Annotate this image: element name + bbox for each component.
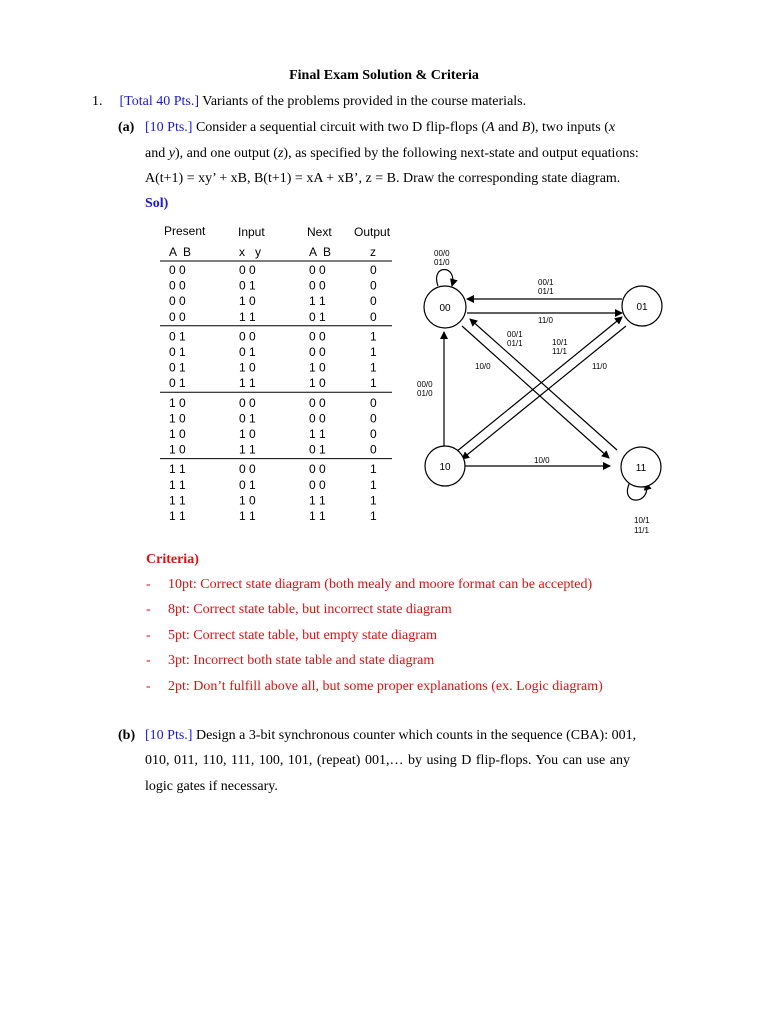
table-cell: 1 0 [239, 360, 256, 375]
part-a-text2a: and [145, 146, 169, 161]
header-present: Present [164, 224, 206, 238]
part-a-equations: A(t+1) = xy’ + xB, B(t+1) = xA + xB’, z = B. Draw the corresponding state diagram. [145, 171, 621, 186]
part-b-label: (b) [118, 728, 136, 743]
table-cell: 1 0 [309, 376, 326, 391]
self-loop-00 [437, 270, 453, 287]
table-cell: 1 0 [309, 360, 326, 375]
part-b-text1: Design a 3-bit synchronous counter which counts in the sequence (CBA): 001, [195, 728, 637, 743]
state-11 [621, 447, 661, 487]
label-e11to00-b: 01/1 [507, 339, 523, 348]
state-01-label: 01 [636, 302, 648, 313]
problem-points: [Total 40 Pts.] [119, 94, 200, 109]
var-b: B [521, 120, 531, 135]
sol-label: Sol) [145, 196, 169, 211]
table-cell: 0 0 [239, 329, 256, 344]
criteria-item: - 10pt: Correct state diagram (both mealy and moore format can be accepted) [146, 577, 593, 592]
label-e10to00-a: 00/0 [417, 380, 433, 389]
subheader-present: A B [169, 245, 192, 259]
table-cell: 1 1 [309, 509, 326, 523]
label-e01to00-b: 01/1 [538, 287, 554, 296]
table-cell: 0 1 [169, 376, 186, 391]
table-cell: 0 0 [309, 263, 326, 277]
label-self11-a: 10/1 [634, 516, 650, 525]
table-cell: 0 1 [239, 477, 256, 492]
state-00-label: 00 [439, 303, 451, 314]
criteria-item: - 3pt: Incorrect both state table and state diagram [146, 653, 435, 668]
table-cell: 1 1 [309, 427, 326, 441]
table-cell: 1 1 [239, 442, 256, 457]
table-cell: 1 1 [309, 294, 326, 309]
criteria-item: - 2pt: Don’t fulfill above all, but some proper explanations (ex. Logic diagram) [146, 679, 603, 694]
problem-header [92, 94, 526, 110]
criteria-item: - 5pt: Correct state table, but empty state diagram [146, 628, 438, 643]
subheader-next: A B [309, 245, 332, 259]
label-e10to01-b: 11/1 [552, 347, 567, 356]
label-self00-b: 01/0 [434, 258, 450, 267]
table-cell: 0 0 [239, 395, 256, 410]
table-cell: 0 0 [309, 329, 326, 344]
table-cell: 0 0 [309, 395, 326, 410]
label-e00to01: 11/0 [538, 316, 553, 325]
table-cell: 1 1 [169, 493, 186, 508]
label-e00to11: 10/0 [475, 362, 491, 371]
table-cell: 1 1 [239, 376, 256, 391]
part-a-label: (a) [118, 120, 135, 135]
table-cell: 1 1 [169, 462, 186, 477]
label-self00-a: 00/0 [434, 249, 450, 258]
table-cell: 0 0 [169, 278, 186, 293]
criteria-item: - 8pt: Correct state table, but incorrect state diagram [146, 602, 452, 617]
table-cell: 1 [370, 360, 377, 375]
table-cell: 0 0 [309, 477, 326, 492]
table-cell: 1 [370, 329, 377, 344]
part-a-text2b: ), and one output ( [174, 146, 278, 161]
label-e10to01-a: 10/1 [552, 338, 568, 347]
table-rules [160, 261, 392, 459]
var-z: z [277, 146, 284, 161]
criteria-item-text: 10pt: Correct state diagram (both mealy and moore format can be accepted) [168, 577, 593, 592]
table-cell: 0 1 [239, 411, 256, 426]
label-e11to00-a: 00/1 [507, 330, 523, 339]
table-cell: 0 0 [239, 263, 256, 277]
part-a-text1: Consider a sequential circuit with two D flip-flops ( [195, 120, 487, 135]
state-table [160, 224, 396, 540]
page-title: Final Exam Solution & Criteria [289, 68, 479, 83]
table-cell: 0 0 [169, 263, 186, 277]
table-cell: 1 1 [169, 477, 186, 492]
criteria-heading: Criteria) [146, 552, 199, 567]
table-cell: 0 [370, 263, 377, 277]
part-a-text1b: ), two inputs ( [530, 120, 609, 135]
criteria-item-text: 2pt: Don’t fulfill above all, but some proper explanations (ex. Logic diagram) [168, 679, 603, 694]
part-a-line2 [145, 146, 639, 162]
table-cell: 0 [370, 309, 377, 324]
label-e10to00-b: 01/0 [417, 389, 433, 398]
criteria-item-text: 3pt: Incorrect both state table and state diagram [168, 653, 435, 668]
state-10 [425, 446, 465, 486]
edge-01-to-10 [462, 326, 626, 459]
table-cell: 0 0 [169, 309, 186, 324]
header-output: Output [354, 225, 391, 239]
table-cell: 0 1 [169, 360, 186, 375]
problem-number: 1. [92, 94, 103, 109]
table-cell: 0 [370, 442, 377, 457]
table-cell: 0 0 [309, 278, 326, 293]
table-cell: 0 1 [239, 345, 256, 359]
part-b-line3: logic gates if necessary. [145, 779, 278, 794]
table-cell: 1 [370, 462, 377, 477]
header-next: Next [307, 225, 332, 239]
part-a-and: and [494, 120, 522, 135]
table-cell: 1 0 [239, 427, 256, 441]
table-cell: 0 [370, 278, 377, 293]
part-b-line2: 010, 011, 110, 111, 100, 101, (repeat) 001,… by using D flip-flops. You can use any [145, 753, 630, 768]
table-cell: 0 1 [169, 345, 186, 359]
table-cell: 0 1 [309, 309, 326, 324]
table-cell: 1 [370, 493, 377, 508]
table-cell: 0 1 [169, 329, 186, 344]
table-cell: 0 [370, 427, 377, 441]
label-e10to11: 10/0 [534, 456, 550, 465]
table-cell: 1 0 [169, 411, 186, 426]
problem-intro: Variants of the problems provided in the course materials. [202, 94, 527, 109]
table-cell: 1 [370, 345, 377, 359]
table-cell: 1 1 [169, 509, 186, 523]
state-11-label: 11 [635, 463, 647, 474]
part-a-points: [10 Pts.] [145, 120, 193, 135]
part-b-points: [10 Pts.] [145, 728, 193, 743]
table-cell: 1 [370, 376, 377, 391]
table-cell: 0 1 [239, 278, 256, 293]
criteria-item-text: 8pt: Correct state table, but incorrect state diagram [168, 602, 452, 617]
subheader-output: z [370, 245, 376, 259]
part-a-line1 [145, 120, 675, 136]
state-00 [424, 286, 466, 328]
table-cell: 0 [370, 294, 377, 309]
subheader-input: x y [239, 245, 262, 259]
table-cell: 1 0 [169, 395, 186, 410]
table-body [169, 263, 377, 523]
criteria-item-text: 5pt: Correct state table, but empty state diagram [168, 628, 438, 643]
label-self11-b: 11/1 [634, 526, 649, 535]
state-diagram [412, 244, 682, 544]
part-a-text2c: ), as specified by the following next-state and output equations: [283, 146, 639, 161]
table-cell: 1 1 [309, 493, 326, 508]
table-cell: 0 0 [309, 462, 326, 477]
part-b-line1 [145, 728, 636, 744]
var-x: x [608, 120, 616, 135]
table-cell: 1 0 [169, 427, 186, 441]
table-cell: 0 [370, 395, 377, 410]
var-a: A [486, 120, 495, 135]
var-y: y [168, 146, 175, 161]
label-e01to10: 11/0 [592, 362, 607, 371]
table-cell: 0 0 [309, 345, 326, 359]
state-01 [622, 286, 662, 326]
table-cell: 1 1 [239, 309, 256, 324]
label-e01to00-a: 00/1 [538, 278, 554, 287]
table-cell: 1 [370, 477, 377, 492]
table-cell: 0 1 [309, 442, 326, 457]
table-cell: 0 0 [309, 411, 326, 426]
table-cell: 1 0 [239, 294, 256, 309]
table-cell: 0 0 [169, 294, 186, 309]
table-cell: 0 0 [239, 462, 256, 477]
table-cell: 0 [370, 411, 377, 426]
table-cell: 1 1 [239, 509, 256, 523]
table-cell: 1 0 [169, 442, 186, 457]
table-cell: 1 [370, 509, 377, 523]
table-cell: 1 0 [239, 493, 256, 508]
state-10-label: 10 [439, 462, 451, 473]
header-input: Input [238, 225, 265, 239]
